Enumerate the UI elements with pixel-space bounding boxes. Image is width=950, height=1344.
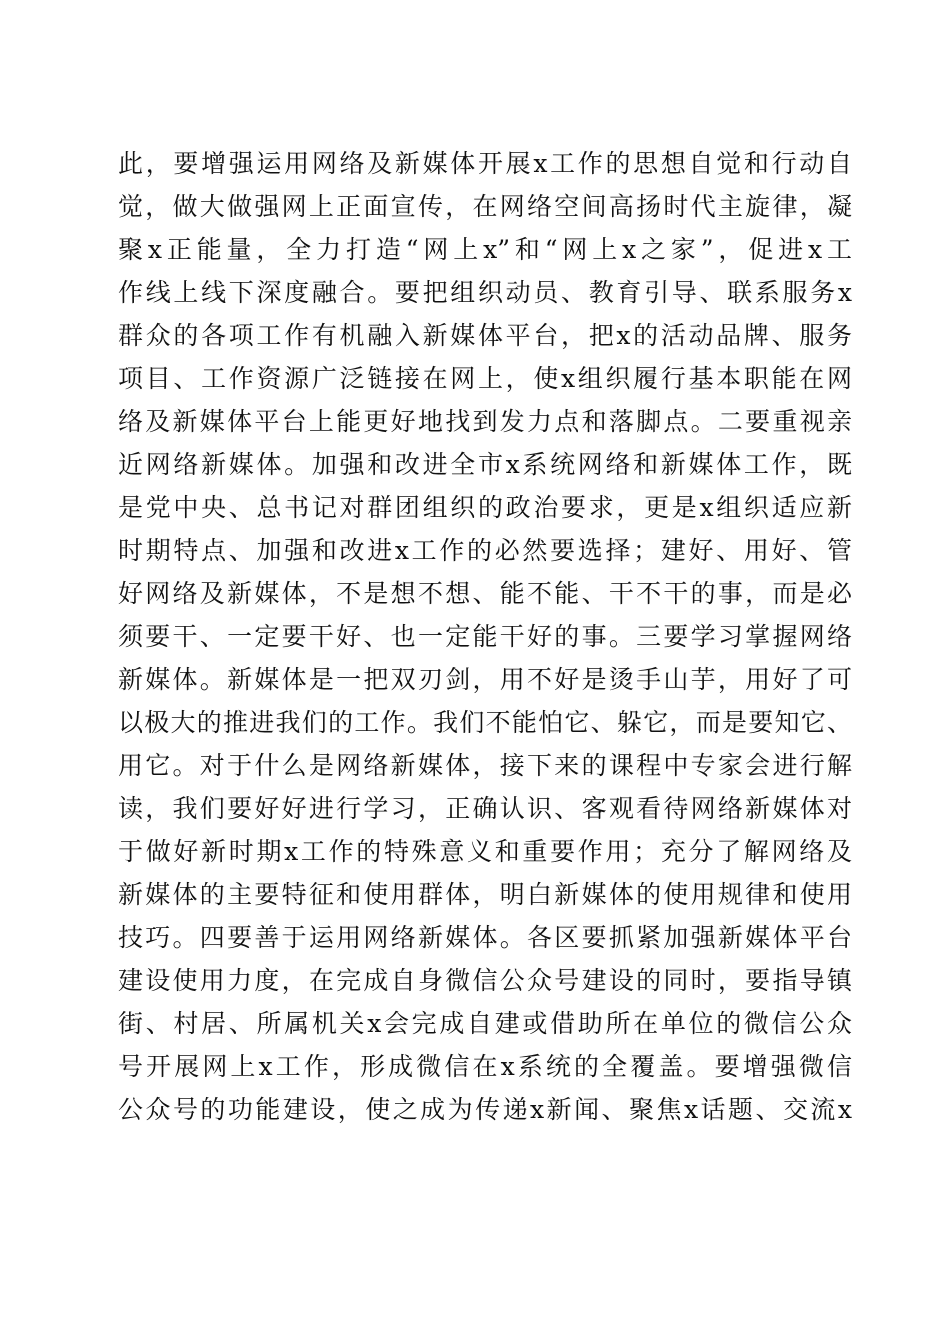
- text-line: 是党中央、总书记对群团组织的政治要求，更是x组织适应新: [118, 493, 852, 522]
- text-line: 此，要增强运用网络及新媒体开展x工作的思想自觉和行动自: [118, 149, 852, 178]
- text-line: 技巧。四要善于运用网络新媒体。各区要抓紧加强新媒体平台: [118, 923, 852, 952]
- text-line: 用它。对于什么是网络新媒体，接下来的课程中专家会进行解: [118, 751, 852, 780]
- text-line: 新媒体的主要特征和使用群体，明白新媒体的使用规律和使用: [118, 880, 852, 909]
- text-line: 公众号的功能建设，使之成为传递x新闻、聚焦x话题、交流x: [118, 1095, 852, 1124]
- text-line: 聚x正能量，全力打造“网上x”和“网上x之家”，促进x工: [118, 235, 852, 264]
- text-line: 街、村居、所属机关x会完成自建或借助所在单位的微信公众: [118, 1009, 852, 1038]
- text-line: 项目、工作资源广泛链接在网上，使x组织履行基本职能在网: [118, 364, 852, 393]
- text-line: 觉，做大做强网上正面宣传，在网络空间高扬时代主旋律，凝: [118, 192, 852, 221]
- text-line: 新媒体。新媒体是一把双刃剑，用不好是烫手山芋，用好了可: [118, 665, 852, 694]
- text-line: 络及新媒体平台上能更好地找到发力点和落脚点。二要重视亲: [118, 407, 852, 436]
- text-line: 须要干、一定要干好、也一定能干好的事。三要学习掌握网络: [118, 622, 852, 651]
- text-line: 群众的各项工作有机融入新媒体平台，把x的活动品牌、服务: [118, 321, 852, 350]
- text-line: 建设使用力度，在完成自身微信公众号建设的同时，要指导镇: [118, 966, 852, 995]
- text-line: 近网络新媒体。加强和改进全市x系统网络和新媒体工作，既: [118, 450, 852, 479]
- body-paragraph: [118, 142, 852, 1131]
- text-line: 号开展网上x工作，形成微信在x系统的全覆盖。要增强微信: [118, 1052, 852, 1081]
- text-line: 时期特点、加强和改进x工作的必然要选择；建好、用好、管: [118, 536, 852, 565]
- text-line: 于做好新时期x工作的特殊意义和重要作用；充分了解网络及: [118, 837, 852, 866]
- text-line: 好网络及新媒体，不是想不想、能不能、干不干的事，而是必: [118, 579, 852, 608]
- text-line: 读，我们要好好进行学习，正确认识、客观看待网络新媒体对: [118, 794, 852, 823]
- text-line: 作线上线下深度融合。要把组织动员、教育引导、联系服务x: [118, 278, 852, 307]
- text-line: 以极大的推进我们的工作。我们不能怕它、躲它，而是要知它、: [118, 708, 852, 737]
